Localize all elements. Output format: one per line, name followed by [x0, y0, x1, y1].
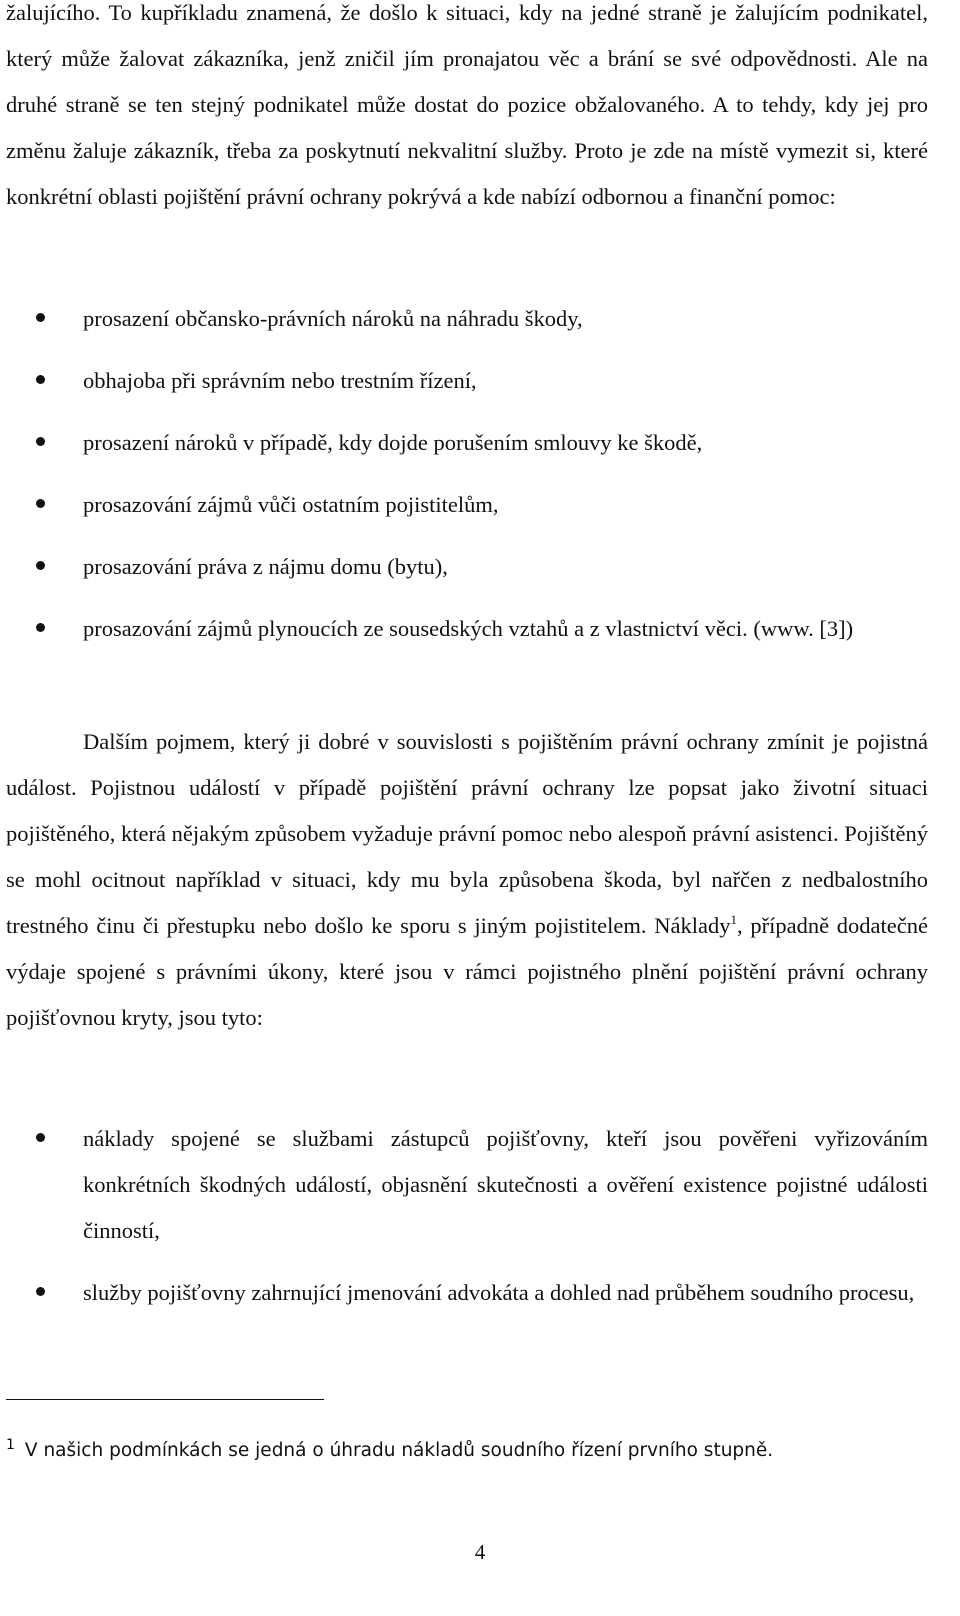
- list-item: [0, 1116, 928, 1254]
- list-item-text: náklady spojené se službami zástupců pojišťovny, kteří jsou pověřeni vyřizováním konkrétních škodných událostí, objasnění skutečnosti a ověření existence pojistné události činností,: [83, 1126, 928, 1243]
- covered-costs-list: [0, 1116, 960, 1332]
- bullet-icon: [36, 313, 45, 322]
- list-item-text: prosazení nároků v případě, kdy dojde porušením smlouvy ke škodě,: [83, 430, 703, 455]
- paragraph-text-continued: , případně dodatečné výdaje spojené s právními úkony, které jsou v rámci pojistného plnění pojištění právní ochrany pojišťovnou kryty, jsou tyto:: [6, 913, 928, 1030]
- paragraph-insured-event: [6, 719, 928, 1041]
- footnote-separator: [6, 1399, 324, 1400]
- bullet-icon: [36, 437, 45, 446]
- list-item: [0, 420, 928, 466]
- page-number: 4: [474, 1540, 486, 1564]
- bullet-icon: [36, 1133, 45, 1142]
- footnote-mark: 1: [6, 1437, 15, 1453]
- list-item-text: prosazování zájmů plynoucích ze sousedských vztahů a z vlastnictví věci. (www. [3]): [83, 616, 854, 641]
- list-item-text: obhajoba při správním nebo trestním řízení,: [83, 368, 477, 393]
- bullet-icon: [36, 375, 45, 384]
- list-item: [0, 1270, 928, 1316]
- list-item: [0, 358, 928, 404]
- list-item: [0, 606, 928, 652]
- list-item-text: prosazování zájmů vůči ostatním pojistitelům,: [83, 492, 499, 517]
- footnote-text: V našich podmínkách se jedná o úhradu nákladů soudního řízení prvního stupně.: [24, 1440, 774, 1461]
- paragraph-intro: žalujícího. To kupříkladu znamená, že došlo k situaci, kdy na jedné straně je žalujícím podnikatel, který může žalovat zákazníka, jenž zničil jím pronajatou věc a brání se své odpovědnosti. Ale na druhé straně se ten stejný podnikatel může dostat do pozice obžalovaného. A to tehdy, kdy jej pro změnu žaluje zákazník, třeba za poskytnutí nekvalitní služby. Proto je zde na místě vymezit si, které konkrétní oblasti pojištění právní ochrany pokrývá a kde nabízí odbornou a finanční pomoc:: [6, 0, 928, 209]
- list-item: [0, 544, 928, 590]
- bullet-icon: [36, 623, 45, 632]
- bullet-icon: [36, 1287, 45, 1296]
- footnote: [6, 1436, 936, 1467]
- footnote-reference[interactable]: 1: [730, 912, 737, 927]
- list-item-text: služby pojišťovny zahrnující jmenování advokáta a dohled nad průběhem soudního procesu,: [83, 1280, 915, 1305]
- coverage-areas-list: [0, 296, 960, 668]
- bullet-icon: [36, 561, 45, 570]
- bullet-icon: [36, 499, 45, 508]
- list-item-text: prosazování práva z nájmu domu (bytu),: [83, 554, 448, 579]
- list-item: [0, 482, 928, 528]
- paragraph-text: Dalším pojmem, který ji dobré v souvislosti s pojištěním právní ochrany zmínit je pojistná událost. Pojistnou událostí v případě pojištění právní ochrany lze popsat jako životní situaci pojištěného, která nějakým způsobem vyžaduje právní pomoc nebo alespoň právní asistenci. Pojištěný se mohl ocitnout například v situaci, kdy mu byla způsobena škoda, byl nařčen z nedbalostního trestného činu či přestupku nebo došlo ke sporu s jiným pojistitelem. Náklady: [6, 729, 928, 938]
- list-item: [0, 296, 928, 342]
- list-item-text: prosazení občansko-právních nároků na náhradu škody,: [83, 306, 583, 331]
